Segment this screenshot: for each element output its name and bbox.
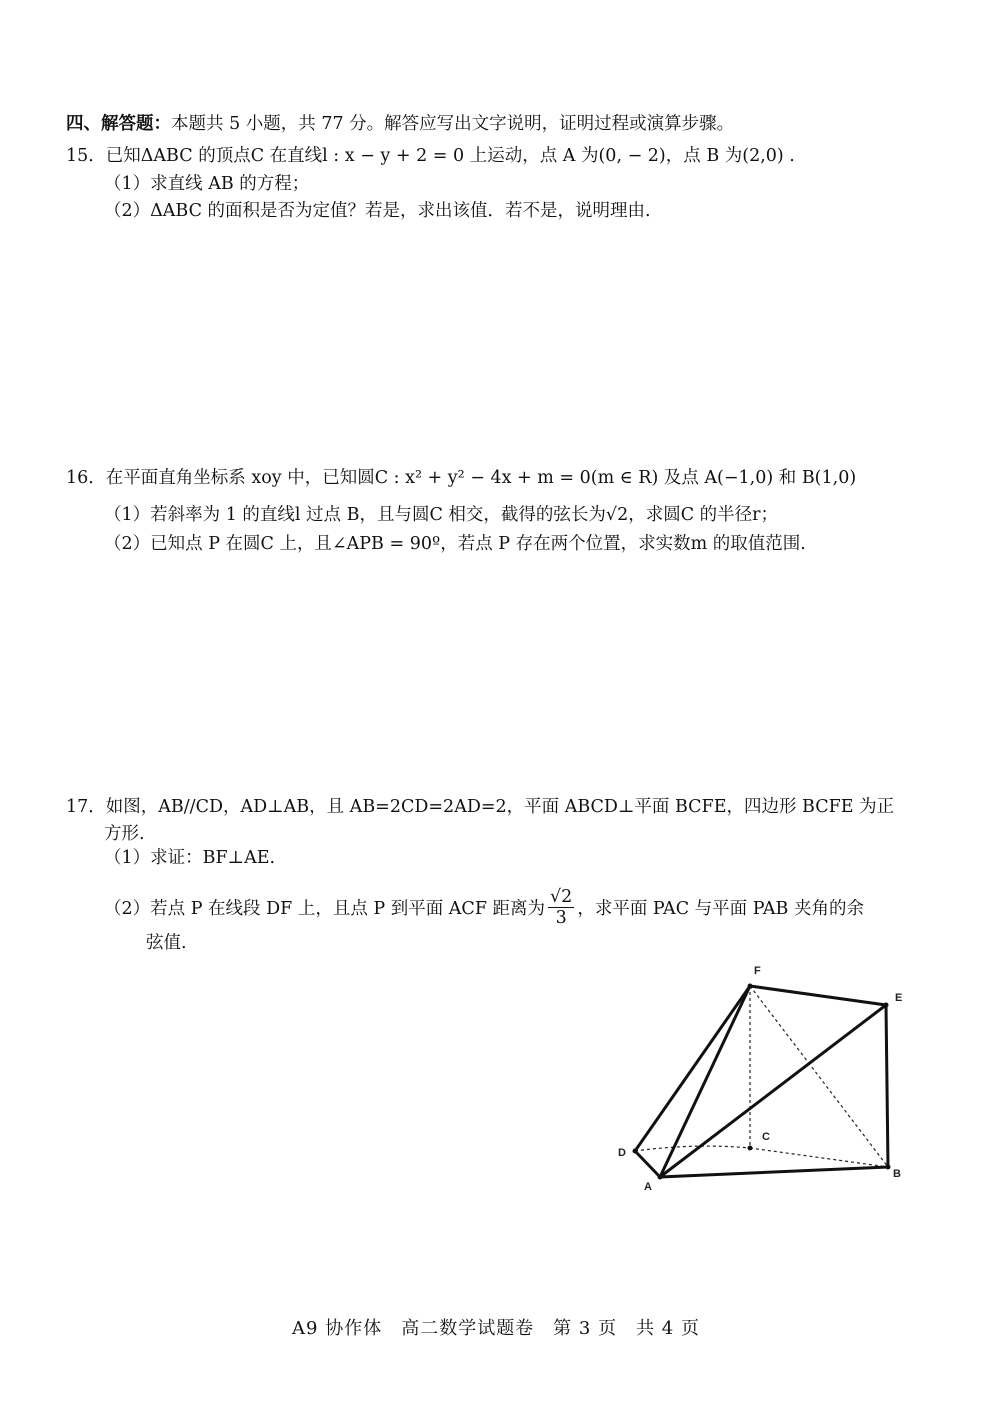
label-F: F <box>754 965 761 977</box>
edge-FB <box>750 986 888 1167</box>
vertex-F <box>748 984 753 989</box>
fraction-denominator: 3 <box>555 908 567 928</box>
vertex-C <box>748 1146 753 1151</box>
problem-text: 如图，AB//CD，AD⊥AB，且 AB=2CD=2AD=2，平面 ABCD⊥平面 BCFE，四边形 BCFE 为正 <box>105 797 895 817</box>
problem-16-part-1: （1）若斜率为 1 的直线l 过点 B，且与圆C 相交，截得的弦长为√2，求圆C 的半径r； <box>104 505 779 525</box>
fraction-numerator: √2 <box>550 887 573 907</box>
vertex-E <box>884 1003 889 1008</box>
problem-16-part-2: （2）已知点 P 在圆C 上，且∠APB = 90º，若点 P 存在两个位置，求实数m 的取值范围. <box>104 534 806 554</box>
edge-FA <box>660 986 750 1177</box>
problem-15-part-1: （1）求直线 AB 的方程； <box>104 174 310 194</box>
edge-EB <box>886 1005 888 1167</box>
edge-AB <box>660 1167 888 1177</box>
problem-17-part-1: （1）求证：BF⊥AE. <box>104 848 276 868</box>
geometry-diagram <box>600 955 920 1195</box>
section-heading: 四、解答题： <box>66 114 171 134</box>
problem-text: 在平面直角坐标系 xoy 中，已知圆C : x² + y² − 4x + m = 0(m ∈ R) 及点 A(−1,0) 和 B(1,0) <box>105 468 857 488</box>
problem-15-stem <box>66 144 795 168</box>
edge-DC <box>635 1146 750 1151</box>
section-header <box>66 112 734 136</box>
vertex-B <box>886 1165 891 1170</box>
page-footer: A9 协作体 高二数学试题卷 第 3 页 共 4 页 <box>292 1318 700 1339</box>
label-D: D <box>618 1147 626 1159</box>
edge-DA <box>635 1151 660 1177</box>
edge-AE <box>660 1005 886 1177</box>
problem-17-stem-continued: 方形. <box>104 824 145 844</box>
problem-15-part-2: （2）ΔABC 的面积是否为定值？若是，求出该值．若不是，说明理由. <box>104 201 651 221</box>
label-B: B <box>893 1168 901 1180</box>
problem-17-part-2-tail: ，求平面 PAC 与平面 PAB 夹角的余 <box>577 899 864 919</box>
problem-17-part-2-text: （2）若点 P 在线段 DF 上，且点 P 到平面 ACF 距离为 <box>104 899 546 919</box>
edge-FD <box>635 986 750 1151</box>
label-E: E <box>895 992 903 1004</box>
vertex-D <box>633 1149 638 1154</box>
edge-FE <box>750 986 886 1005</box>
section-intro: 本题共 5 小题，共 77 分。解答应写出文字说明，证明过程或演算步骤。 <box>171 114 735 134</box>
fraction <box>548 887 574 928</box>
problem-text: 已知ΔABC 的顶点C 在直线l : x − y + 2 = 0 上运动，点 A 为(0, − 2)，点 B 为(2,0) . <box>105 146 795 166</box>
problem-number: 15． <box>66 146 106 166</box>
problem-number: 17． <box>66 797 106 817</box>
label-C: C <box>762 1131 770 1143</box>
label-A: A <box>644 1181 652 1193</box>
edge-CB <box>750 1148 888 1167</box>
vertex-A <box>658 1175 663 1180</box>
problem-17-part-2-continued: 弦值. <box>146 933 187 953</box>
problem-number: 16． <box>66 468 106 488</box>
problem-16-stem <box>66 466 856 490</box>
problem-17-part-2 <box>104 889 864 930</box>
problem-17-stem <box>66 795 894 819</box>
